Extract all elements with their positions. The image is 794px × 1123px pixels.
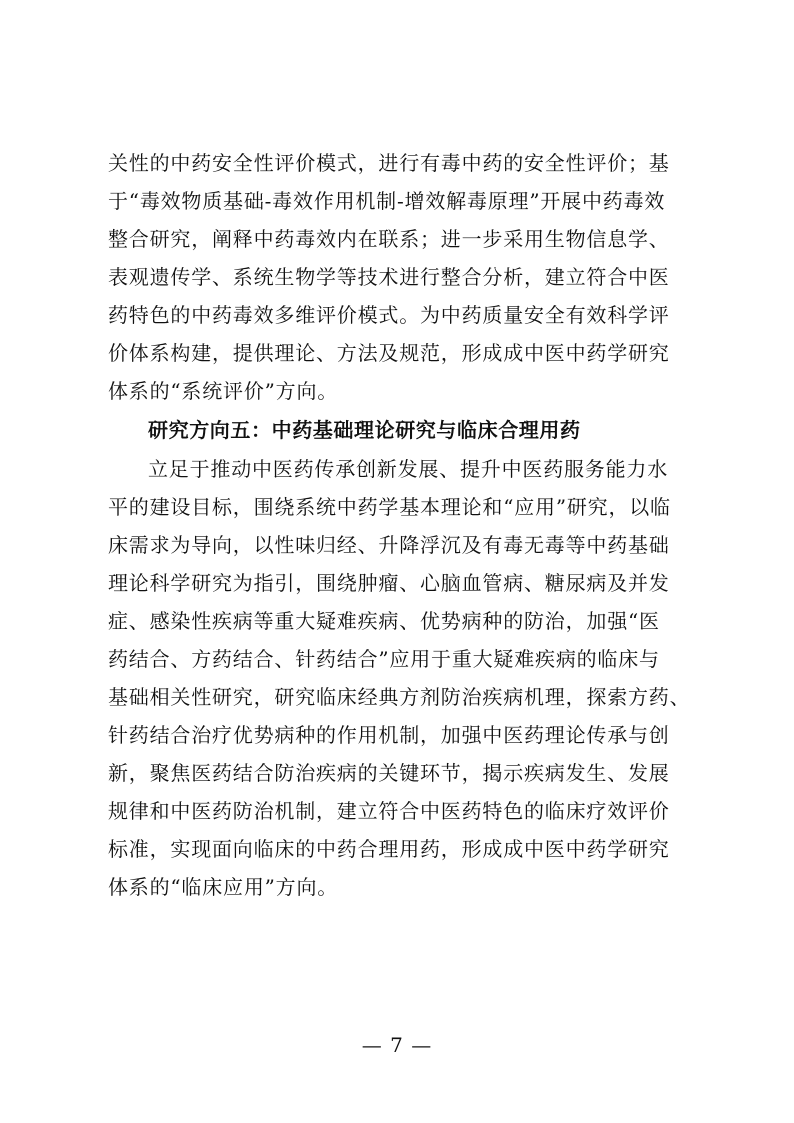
paragraph-line: 表观遗传学、系统生物学等技术进行整合分析，建立符合中医 [108, 265, 670, 289]
paragraph-line: 关性的中药安全性评价模式，进行有毒中药的安全性评价；基 [108, 151, 670, 175]
paragraph-line: 药结合、方药结合、针药结合”应用于重大疑难疾病的临床与 [108, 647, 660, 671]
paragraph-line: 立足于推动中医药传承创新发展、提升中医药服务能力水 [148, 457, 668, 481]
section-heading: 研究方向五：中药基础理论研究与临床合理用药 [148, 418, 581, 442]
paragraph-line: 标准，实现面向临床的中药合理用药，形成成中医中药学研究 [108, 837, 670, 861]
paragraph-line: 平的建设目标，围绕系统中药学基本理论和“应用”研究，以临 [108, 495, 671, 519]
page-number: — 7 — [361, 1033, 433, 1057]
paragraph-line: 新，聚焦医药结合防治疾病的关键环节，揭示疾病发生、发展 [108, 761, 670, 785]
paragraph-line: 基础相关性研究，研究临床经典方剂防治疾病机理，探索方药、 [108, 685, 691, 709]
paragraph-line: 针药结合治疗优势病种的作用机制，加强中医药理论传承与创 [108, 723, 670, 747]
paragraph-line: 规律和中医药防治机制，建立符合中医药特色的临床疗效评价 [108, 799, 670, 823]
paragraph-line: 体系的“临床应用”方向。 [108, 875, 339, 899]
paragraph-line: 体系的“系统评价”方向。 [108, 379, 339, 403]
paragraph-line: 价体系构建，提供理论、方法及规范，形成成中医中药学研究 [108, 341, 670, 365]
paragraph-line: 于“毒效物质基础-毒效作用机制-增效解毒原理”开展中药毒效 [108, 189, 666, 213]
paragraph-line: 理论科学研究为指引，围绕肿瘤、心脑血管病、糖尿病及并发 [108, 571, 670, 595]
paragraph-line: 药特色的中药毒效多维评价模式。为中药质量安全有效科学评 [108, 303, 670, 327]
paragraph-line: 症、感染性疾病等重大疑难疾病、优势病种的防治，加强“医 [108, 609, 660, 633]
paragraph-line: 床需求为导向，以性味归经、升降浮沉及有毒无毒等中药基础 [108, 533, 670, 557]
paragraph-line: 整合研究，阐释中药毒效内在联系；进一步采用生物信息学、 [108, 227, 670, 251]
